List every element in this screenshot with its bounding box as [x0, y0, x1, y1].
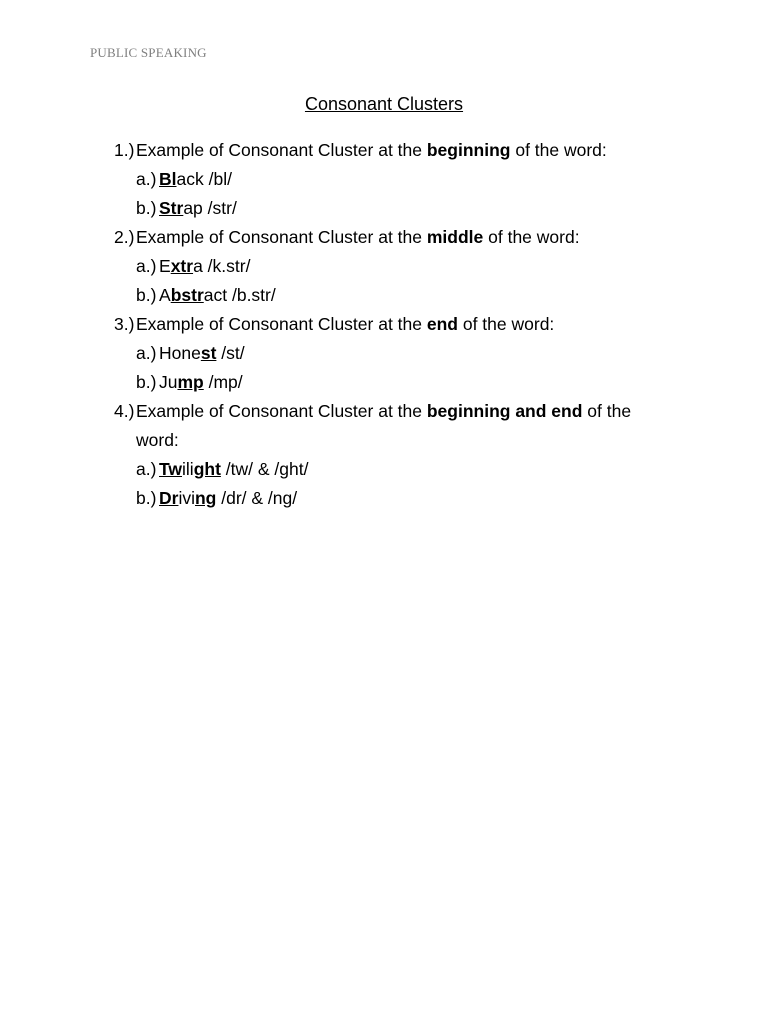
- item-heading: Example of Consonant Cluster at the beginning and end of the word:: [136, 401, 632, 450]
- document-title: Consonant Clusters: [304, 94, 464, 114]
- example-4b: [136, 484, 674, 513]
- example-word: Abstract /b.str/: [159, 285, 276, 305]
- list-item-3: [114, 310, 674, 339]
- example-word: Strap /str/: [159, 198, 237, 218]
- example-label: b.): [136, 372, 157, 392]
- example-label: a.): [136, 169, 157, 189]
- example-1b: [136, 194, 674, 223]
- list-item-1: [114, 136, 674, 165]
- example-word: Honest /st/: [159, 343, 245, 363]
- item-heading: Example of Consonant Cluster at the beginning of the word:: [136, 140, 607, 160]
- list-item-4: [114, 397, 674, 455]
- cluster-highlight: Bl: [159, 169, 177, 189]
- example-word: Extra /k.str/: [159, 256, 251, 276]
- example-label: a.): [136, 256, 157, 276]
- example-4a: [136, 455, 674, 484]
- item-number: 1.): [114, 140, 135, 160]
- ipa: /bl/: [203, 169, 232, 189]
- ipa: /b.str/: [227, 285, 276, 305]
- position-emphasis: beginning and end: [426, 401, 583, 421]
- cluster-highlight: Tw: [159, 459, 183, 479]
- example-3b: [136, 368, 674, 397]
- cluster-list: [114, 136, 674, 513]
- cluster-highlight-end: ng: [194, 488, 217, 508]
- position-emphasis: middle: [426, 227, 484, 247]
- list-item-2: [114, 223, 674, 252]
- item-heading: Example of Consonant Cluster at the middle of the word:: [136, 227, 580, 247]
- ipa: /dr/ & /ng/: [216, 488, 298, 508]
- position-emphasis: end: [426, 314, 458, 334]
- example-label: b.): [136, 198, 157, 218]
- ipa: /str/: [202, 198, 237, 218]
- ipa: /tw/ & /ght/: [220, 459, 309, 479]
- item-number: 4.): [114, 401, 135, 421]
- example-label: b.): [136, 285, 157, 305]
- item-heading: Example of Consonant Cluster at the end of the word:: [136, 314, 555, 334]
- item-number: 2.): [114, 227, 135, 247]
- example-word: Jump /mp/: [159, 372, 243, 392]
- cluster-highlight: Dr: [159, 488, 179, 508]
- example-word: Black /bl/: [159, 169, 232, 189]
- example-word: Twilight /tw/ & /ght/: [159, 459, 309, 479]
- example-1a: [136, 165, 674, 194]
- example-2b: [136, 281, 674, 310]
- ipa: /k.str/: [202, 256, 251, 276]
- example-3a: [136, 339, 674, 368]
- example-label: a.): [136, 459, 157, 479]
- example-word: Driving /dr/ & /ng/: [159, 488, 298, 508]
- cluster-highlight: bstr: [170, 285, 204, 305]
- example-2a: [136, 252, 674, 281]
- cluster-highlight: mp: [177, 372, 204, 392]
- position-emphasis: beginning: [426, 140, 511, 160]
- item-number: 3.): [114, 314, 135, 334]
- cluster-highlight: Str: [159, 198, 184, 218]
- page-header: PUBLIC SPEAKING: [90, 45, 207, 60]
- ipa: /mp/: [203, 372, 243, 392]
- cluster-highlight: st: [200, 343, 217, 363]
- example-label: a.): [136, 343, 157, 363]
- ipa: /st/: [216, 343, 245, 363]
- cluster-highlight-end: ght: [193, 459, 221, 479]
- example-label: b.): [136, 488, 157, 508]
- cluster-highlight: xtr: [170, 256, 194, 276]
